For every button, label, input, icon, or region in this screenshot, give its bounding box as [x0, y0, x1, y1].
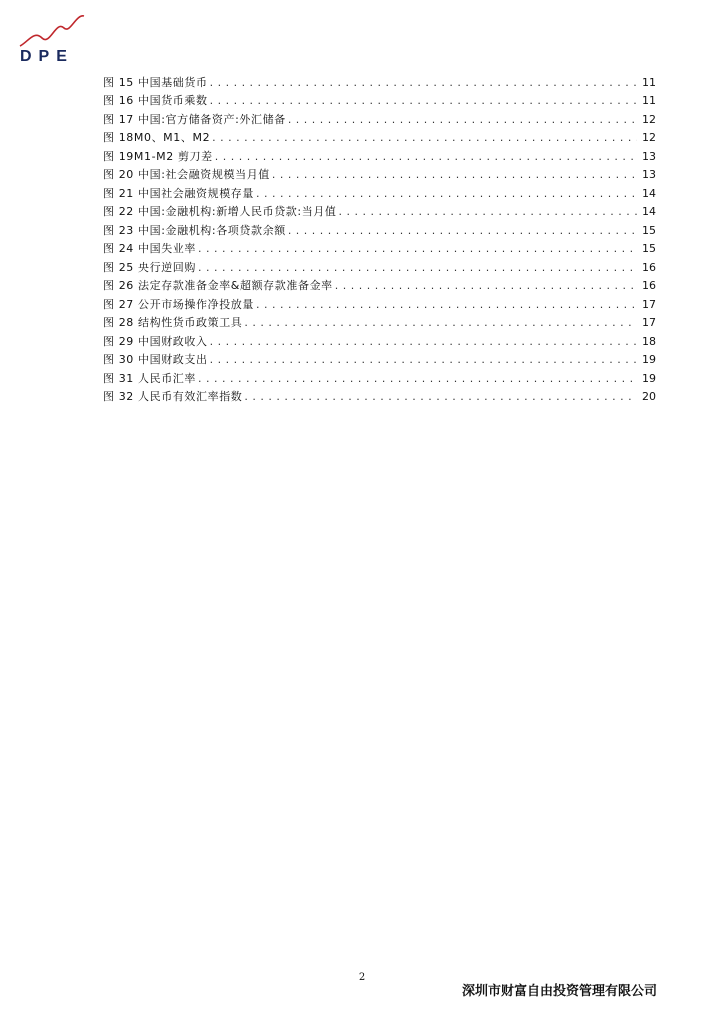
- toc-dot-leader: [210, 76, 637, 90]
- toc-entry[interactable]: [103, 275, 656, 294]
- toc-entry-label: 图 27 公开市场操作净投放量: [103, 297, 254, 311]
- toc-entry-label: 图 31 人民币汇率: [103, 371, 196, 385]
- toc-entry-label: 图 32 人民币有效汇率指数: [103, 390, 243, 403]
- toc-entry[interactable]: [103, 256, 656, 275]
- toc-entry-label: 图 17 中国:官方储备资产:外汇储备: [103, 112, 286, 126]
- toc-entry-label: 图 15 中国基础货币: [103, 75, 208, 89]
- toc-entry-label: 图 23 中国:金融机构:各项贷款余额: [103, 223, 286, 237]
- toc-entry-page: 12: [642, 112, 656, 126]
- toc-dot-leader: [212, 131, 637, 145]
- toc-dot-leader: [198, 261, 637, 275]
- toc-entry[interactable]: [103, 201, 656, 220]
- company-name: 深圳市财富自由投资管理有限公司: [461, 984, 657, 999]
- toc-entry[interactable]: [103, 108, 656, 127]
- toc-entry-page: 20: [642, 390, 656, 403]
- logo-text: DPE: [20, 48, 74, 65]
- toc-entry-page: 14: [642, 205, 656, 218]
- toc-entry[interactable]: [103, 164, 656, 183]
- toc-entry-page: 12: [642, 131, 656, 144]
- toc-dot-leader: [256, 298, 637, 312]
- toc-entry-label: 图 22 中国:金融机构:新增人民币贷款:当月值: [103, 205, 337, 218]
- toc-entry[interactable]: [103, 293, 656, 312]
- toc-entry-page: 14: [642, 186, 656, 200]
- company-logo: [18, 12, 88, 66]
- toc-dot-leader: [210, 353, 637, 367]
- toc-entry-label: 图 18M0、M1、M2: [103, 131, 211, 144]
- toc-dot-leader: [339, 205, 637, 219]
- toc-dot-leader: [288, 113, 637, 127]
- toc-dot-leader: [272, 168, 637, 182]
- toc-entry[interactable]: [103, 145, 656, 164]
- toc-entry-label: 图 19M1-M2 剪刀差: [103, 149, 213, 163]
- toc-entry-page: 19: [642, 371, 656, 385]
- toc-dot-leader: [256, 187, 637, 201]
- toc-entry-label: 图 20 中国:社会融资规模当月值: [103, 168, 270, 181]
- toc-entry[interactable]: [103, 386, 656, 405]
- toc-entry-label: 图 30 中国财政支出: [103, 353, 208, 366]
- toc-entry-page: 19: [642, 353, 656, 366]
- toc-entry-page: 15: [642, 242, 656, 255]
- toc-entry-page: 16: [642, 279, 656, 292]
- toc-dot-leader: [244, 316, 637, 330]
- toc-dot-leader: [244, 390, 637, 404]
- toc-entry-label: 图 25 央行逆回购: [103, 260, 196, 274]
- toc-entry[interactable]: [103, 312, 656, 331]
- toc-entry-label: 图 29 中国财政收入: [103, 334, 208, 348]
- toc-entry-label: 图 21 中国社会融资规模存量: [103, 186, 254, 200]
- toc-entry[interactable]: [103, 219, 656, 238]
- toc-dot-leader: [288, 224, 637, 238]
- toc-dot-leader: [198, 372, 637, 386]
- toc-entry-page: 17: [642, 316, 656, 329]
- toc-entry[interactable]: [103, 349, 656, 368]
- toc-entry-page: 11: [642, 75, 656, 89]
- toc-dot-leader: [215, 150, 637, 164]
- toc-entry[interactable]: [103, 330, 656, 349]
- toc-entry[interactable]: [103, 182, 656, 201]
- toc-entry-page: 15: [642, 223, 656, 237]
- toc-dot-leader: [210, 94, 637, 108]
- toc-dot-leader: [198, 242, 637, 256]
- toc-entry-page: 18: [642, 334, 656, 348]
- toc-entry-page: 13: [642, 149, 656, 163]
- toc-entry-label: 图 28 结构性货币政策工具: [103, 316, 243, 329]
- toc-entry[interactable]: [103, 127, 656, 146]
- page-number: 2: [358, 972, 366, 983]
- toc-entry[interactable]: [103, 238, 656, 257]
- toc-entry-label: 图 26 法定存款准备金率&超额存款准备金率: [103, 279, 333, 292]
- toc-dot-leader: [210, 335, 637, 349]
- toc-entry[interactable]: [103, 367, 656, 386]
- toc-entry[interactable]: [103, 71, 656, 90]
- toc-dot-leader: [335, 279, 637, 293]
- table-of-figures: [103, 71, 656, 404]
- toc-entry-page: 16: [642, 260, 656, 274]
- toc-entry[interactable]: [103, 90, 656, 109]
- logo-wave-icon: [18, 12, 88, 52]
- toc-entry-label: 图 16 中国货币乘数: [103, 94, 208, 107]
- toc-entry-label: 图 24 中国失业率: [103, 242, 196, 255]
- toc-entry-page: 13: [642, 168, 656, 181]
- toc-entry-page: 11: [642, 94, 656, 107]
- toc-entry-page: 17: [642, 297, 656, 311]
